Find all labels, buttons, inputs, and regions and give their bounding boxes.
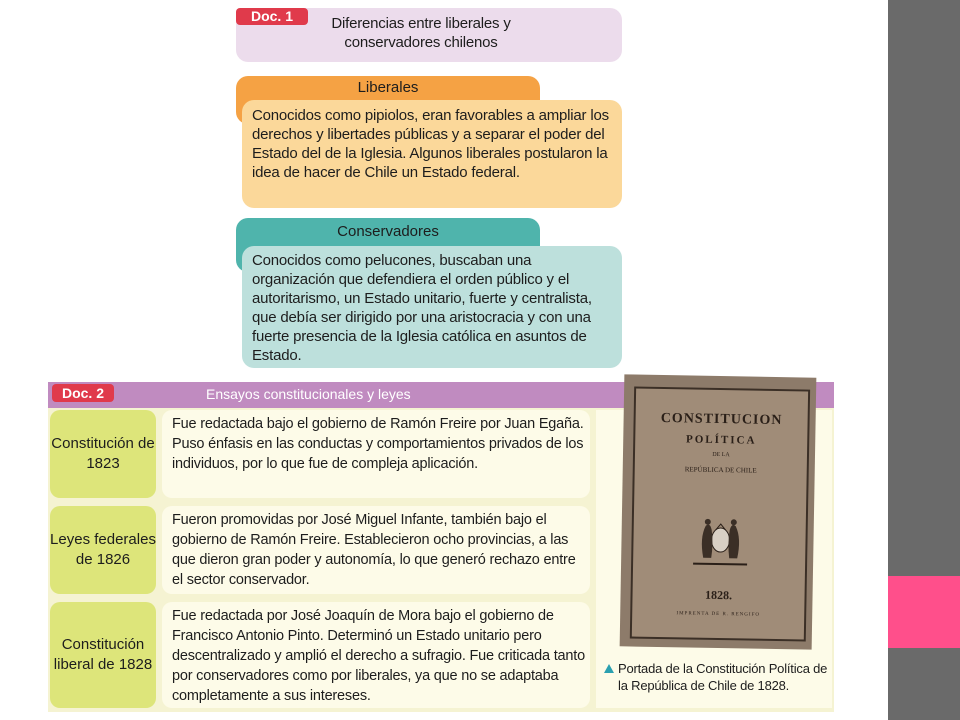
row-label-1823: Constitución de 1823 [50, 410, 156, 498]
cover-printer: IMPRENTA DE R. RENGIFO [676, 611, 761, 618]
cover-year: 1828. [704, 587, 733, 603]
conservadores-heading: Conservadores [337, 223, 439, 240]
row-label-1828: Constitución liberal de 1828 [50, 602, 156, 708]
side-accent [888, 576, 960, 648]
triangle-icon [604, 664, 614, 673]
cover-frame [630, 387, 810, 642]
doc1-tag: Doc. 1 [236, 8, 308, 25]
liberales-text: Conocidos como pipiolos, eran favorables a ampliar los derechos y libertades públicas y a separar el poder del Estado del de la Iglesia. Algunos liberales postularon la idea de hacer de Chile un Estado federal. [252, 107, 609, 181]
doc2-tag: Doc. 2 [52, 384, 114, 402]
constitution-cover-image [620, 374, 817, 649]
coat-of-arms-icon [685, 507, 756, 568]
row-text-1828: Fue redactada por José Joaquín de Mora bajo el gobierno de Francisco Antonio Pinto. Determinó un Estado unitario pero descentralizado y amplió el derecho a sufragio. Fue criticada tanto por conservadores como por liberales, ya que no se adaptaba completamente a sus intereses. [172, 608, 585, 704]
row-label-1826: Leyes federales de 1826 [50, 506, 156, 594]
conservadores-text: Conocidos como pelucones, buscaban una organización que defendiera el orden público y el autoritarismo, un Estado unitario, fuerte y centralista, que debía ser dirigido por una aristocracia y con una fuerte presencia de la Iglesia católica en asuntos de Estado. [252, 252, 592, 364]
cover-title: CONSTITUCION [660, 410, 783, 429]
doc1-title: Diferencias entre liberales y conservadores chilenos [331, 15, 511, 51]
row-text-1823: Fue redactada bajo el gobierno de Ramón Freire por Juan Egaña. Puso énfasis en las conductas y comportamientos privados de los individuos, por lo que fue de compleja aplicación. [172, 416, 584, 472]
image-caption: Portada de la Constitución Política de la República de Chile de 1828. [618, 661, 828, 693]
cover-subtitle: POLÍTICA [685, 433, 757, 447]
cover-small-text: DE LA [712, 451, 730, 459]
liberales-heading: Liberales [357, 79, 419, 96]
cover-republic: REPÚBLICA DE CHILE [684, 465, 757, 475]
doc2-title: Ensayos constitucionales y leyes [206, 386, 411, 402]
row-text-1826: Fueron promovidas por José Miguel Infante, también bajo el gobierno de Ramón Freire. Establecieron ocho provincias, a las que dieron gran poder y autonomía, lo que generó rechazo entre el sector conservador. [172, 512, 576, 588]
